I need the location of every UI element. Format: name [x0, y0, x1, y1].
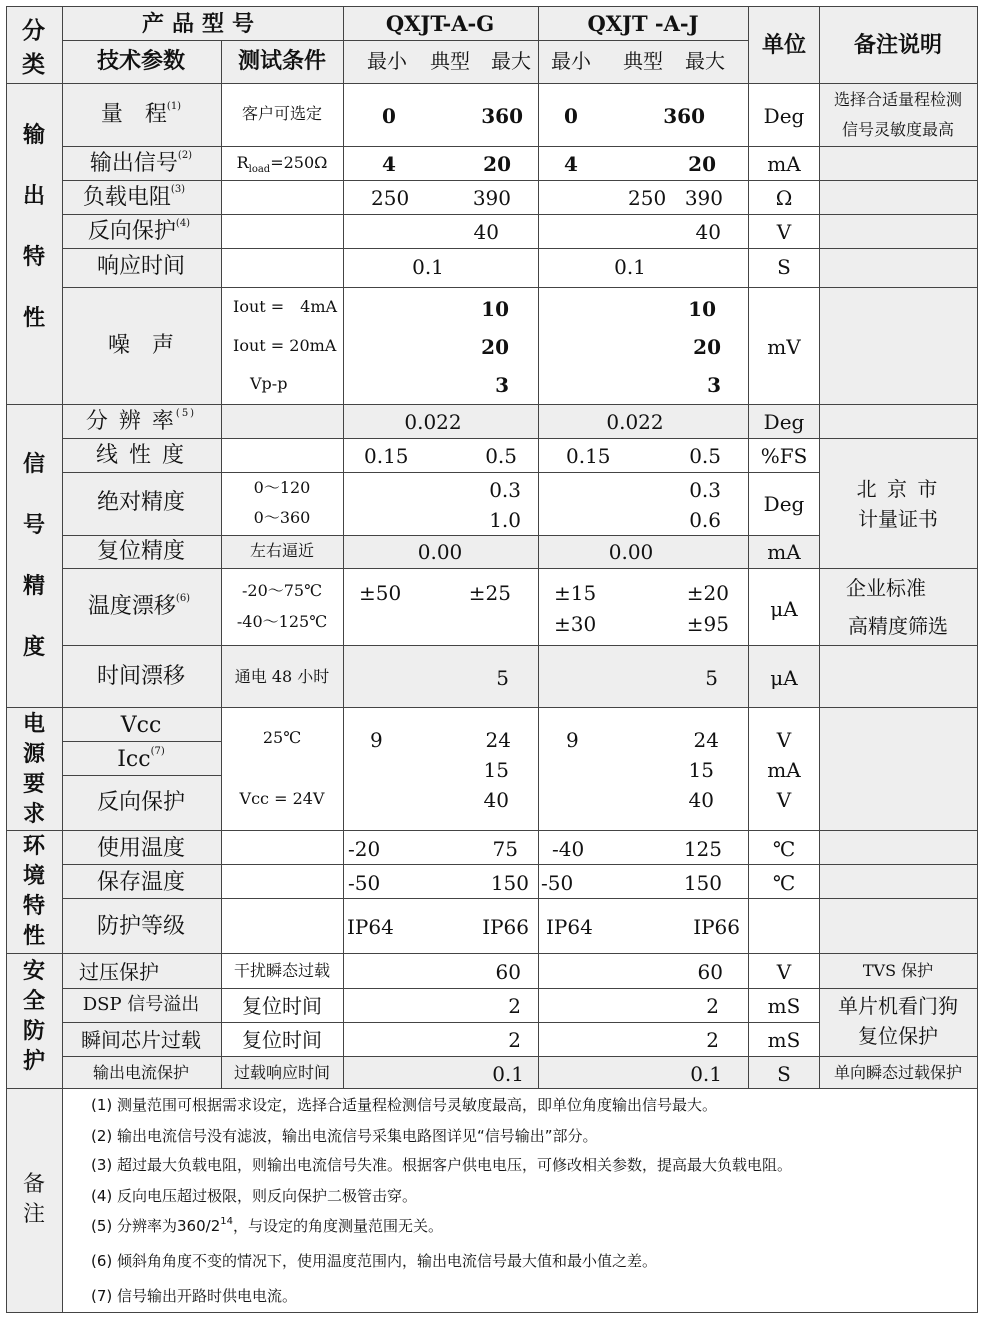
grid-line: [62, 287, 978, 288]
range-g-min: 0: [382, 104, 396, 128]
load-g-max: 390: [472, 186, 511, 210]
header-category-text: 分类: [22, 17, 53, 78]
env-storage-j-min: -50: [541, 871, 574, 895]
range-remark-1: 选择合适量程检测: [833, 90, 963, 109]
safety-dsp-unit: mS: [767, 994, 801, 1018]
absolute-name: 绝对精度: [96, 490, 186, 515]
noise-g-1: 10: [481, 297, 509, 321]
power-g-min: 9: [370, 728, 383, 752]
linearity-g-max: 0.5: [485, 444, 517, 468]
temp-drift-remark-1: 企业标准: [846, 576, 926, 600]
env-storage-name: 保存温度: [96, 870, 186, 895]
grid-line: [6, 830, 978, 831]
safety-current-j: 0.1: [690, 1062, 722, 1086]
grid-line: [977, 6, 978, 1313]
signal-g-min: 4: [382, 152, 396, 176]
response-g: 0.1: [412, 255, 444, 279]
note-4: (4) 反向电压超过极限，则反向保护二极管击穿。: [91, 1187, 418, 1205]
range-remark-2: 信号灵敏度最高: [841, 120, 955, 139]
safety-dsp-j: 2: [706, 994, 719, 1018]
grid-line: [62, 775, 221, 776]
temp-drift-name: 温度漂移$^{(6)}$: [87, 593, 191, 619]
noise-unit: mV: [767, 335, 801, 359]
header-unit: 单位: [761, 32, 807, 58]
reset-j: 0.00: [608, 540, 654, 564]
absolute-j-1: 0.3: [689, 478, 721, 502]
note-5: (5) 分辨率为$360/2^{14}$，与设定的角度测量范围无关。: [91, 1216, 443, 1235]
safety-dsp-g: 2: [508, 994, 521, 1018]
grid-line: [819, 6, 820, 1089]
grid-line: [62, 898, 978, 899]
safety-current-name: 输出电流保护: [92, 1063, 190, 1082]
temp-drift-g-1: ±50: [359, 581, 402, 605]
reverse-name: 反向保护$^{(4)}$: [87, 218, 191, 244]
noise-j-2: 20: [693, 335, 721, 359]
safety-watchdog-2: 复位保护: [858, 1024, 938, 1048]
grid-line: [62, 988, 978, 989]
grid-line: [62, 248, 978, 249]
range-j-max: 360: [663, 104, 705, 128]
header-j-max: 最大: [685, 49, 725, 73]
response-name: 响应时间: [96, 254, 186, 279]
temp-drift-j-1: ±15: [554, 581, 597, 605]
grid-line: [62, 864, 978, 865]
resolution-unit: Deg: [763, 410, 805, 434]
env-storage-j-max: 150: [683, 871, 722, 895]
power-unit-3: V: [776, 788, 792, 812]
grid-line: [62, 472, 819, 473]
safety-chip-unit: mS: [767, 1028, 801, 1052]
signal-j-min: 4: [564, 152, 578, 176]
grid-line: [6, 1312, 978, 1313]
note-1: (1) 测量范围可根据需求设定，选择合适量程检测信号灵敏度最高，即单位角度输出信号最大。: [91, 1096, 718, 1114]
cert-remark-1: 北 京 市: [856, 477, 940, 501]
reverse-g-max: 40: [473, 220, 499, 244]
grid-line: [62, 1022, 819, 1023]
note-7: (7) 信号输出开路时供电电流。: [91, 1287, 298, 1305]
grid-line: [62, 146, 978, 147]
safety-dsp-cond: 复位时间: [242, 994, 322, 1018]
power-g-max-2: 15: [483, 758, 509, 782]
power-unit-1: V: [776, 728, 792, 752]
env-use-unit: ℃: [772, 837, 796, 861]
header-g-typical: 典型: [430, 49, 470, 73]
resolution-j: 0.022: [606, 410, 664, 434]
env-ip-g-min: IP64: [347, 915, 394, 939]
time-drift-g: 5: [496, 666, 509, 690]
resolution-row-shade: [221, 404, 819, 438]
grid-line: [62, 180, 978, 181]
temp-drift-j-2: ±20: [686, 581, 729, 605]
grid-line: [6, 953, 978, 954]
safety-overvoltage-unit: V: [776, 960, 792, 984]
grid-line: [62, 568, 978, 569]
time-drift-unit: μA: [770, 666, 798, 690]
header-remarks: 备注说明: [853, 32, 943, 58]
noise-name: 噪 声: [107, 333, 175, 358]
noise-j-1: 10: [688, 297, 716, 321]
absolute-cond-2: 0～360: [253, 508, 311, 527]
env-use-j-min: -40: [552, 837, 585, 861]
safety-chip-j: 2: [706, 1028, 719, 1052]
grid-line: [6, 6, 978, 7]
temp-drift-j-3: ±30: [554, 612, 597, 636]
range-cond: 客户可选定: [241, 104, 323, 123]
section-precision: 信 号 精 度: [22, 451, 45, 660]
safety-current-cond: 过载响应时间: [233, 1063, 331, 1082]
env-use-g-min: -20: [348, 837, 381, 861]
header-j-typical: 典型: [623, 49, 663, 73]
grid-line: [343, 6, 344, 1089]
grid-line: [62, 40, 748, 41]
section-env: 环 境 特 性: [22, 833, 45, 949]
section-output: 输 出 特 性: [22, 122, 45, 331]
grid-line: [6, 1088, 978, 1089]
noise-g-3: 3: [495, 373, 509, 397]
safety-current-remark: 单向瞬态过载保护: [833, 1063, 963, 1082]
safety-watchdog-1: 单片机看门狗: [838, 994, 958, 1018]
env-storage-g-max: 150: [490, 871, 529, 895]
header-product-model: 产品型号: [141, 11, 263, 37]
noise-cond-2: Iout = 20mA: [233, 336, 337, 355]
safety-chip-cond: 复位时间: [242, 1028, 322, 1052]
load-j-max: 390: [684, 186, 723, 210]
response-j: 0.1: [614, 255, 646, 279]
temp-drift-cond-2: -40～125℃: [236, 612, 328, 631]
env-ip-g-max: IP66: [482, 915, 529, 939]
linearity-unit: %FS: [760, 444, 808, 468]
grid-line: [62, 645, 978, 646]
grid-line: [62, 1056, 978, 1057]
reset-g: 0.00: [417, 540, 463, 564]
load-j-typ: 250: [628, 186, 667, 210]
power-reverse: 反向保护: [96, 790, 186, 815]
absolute-g-2: 1.0: [489, 508, 521, 532]
reset-name: 复位精度: [96, 539, 186, 564]
grid-line: [62, 438, 978, 439]
grid-line: [748, 6, 749, 1089]
signal-unit: mA: [767, 152, 801, 176]
grid-line: [62, 741, 221, 742]
env-ip-j-max: IP66: [693, 915, 740, 939]
header-tech-params: 技术参数: [96, 48, 186, 74]
temp-drift-g-2: ±25: [468, 581, 511, 605]
power-unit-2: mA: [767, 758, 801, 782]
reset-unit: mA: [767, 540, 801, 564]
power-icc: Icc$^{(7)}$: [117, 746, 165, 772]
linearity-g-min: 0.15: [364, 444, 409, 468]
env-storage-g-min: -50: [348, 871, 381, 895]
noise-g-2: 20: [481, 335, 509, 359]
resolution-name: 分 辨 率$^{(5)}$: [85, 408, 197, 434]
note-3: (3) 超过最大负载电阻，则输出电流信号失准。根据客户供电电压，可修改相关参数，提高最大负载电阻。: [91, 1156, 793, 1174]
range-name: 量 程$^{(1)}$: [100, 101, 182, 127]
absolute-cond-1: 0～120: [253, 478, 311, 497]
header-g-max: 最大: [491, 49, 531, 73]
temp-drift-unit: μA: [770, 597, 798, 621]
reverse-j-max: 40: [695, 220, 721, 244]
safety-overvoltage-g: 60: [495, 960, 521, 984]
safety-chip-name: 瞬间芯片过载: [81, 1028, 201, 1052]
env-ip-name: 防护等级: [96, 914, 186, 939]
note-2: (2) 输出电流信号没有滤波，输出电流信号采集电路图详见“信号输出”部分。: [91, 1127, 598, 1145]
section-notes: 备 注: [22, 1172, 45, 1227]
load-name: 负载电阻$^{(3)}$: [82, 184, 186, 210]
range-unit: Deg: [763, 104, 805, 128]
range-g-max: 360: [481, 104, 523, 128]
time-drift-j: 5: [705, 666, 718, 690]
reverse-unit: V: [776, 220, 792, 244]
note-6: (6) 倾斜角角度不变的情况下，使用温度范围内，输出电流信号最大值和最小值之差。: [91, 1252, 658, 1270]
linearity-j-min: 0.15: [566, 444, 611, 468]
power-g-max-3: 40: [483, 788, 509, 812]
grid-line: [62, 6, 63, 1313]
safety-current-unit: S: [777, 1062, 791, 1086]
power-g-max-1: 24: [485, 728, 511, 752]
safety-dsp-name: DSP 信号溢出: [82, 994, 200, 1015]
grid-line: [538, 6, 539, 1089]
env-use-name: 使用温度: [96, 836, 186, 861]
header-test-conditions: 测试条件: [237, 48, 327, 74]
header-model-j: QXJT -A-J: [587, 11, 699, 36]
safety-chip-g: 2: [508, 1028, 521, 1052]
load-g-min: 250: [371, 186, 410, 210]
absolute-unit: Deg: [763, 492, 805, 516]
load-unit: Ω: [775, 186, 793, 210]
env-use-j-max: 125: [683, 837, 722, 861]
safety-overvoltage-j: 60: [697, 960, 723, 984]
grid-line: [6, 6, 7, 1313]
signal-cond: $R_{load}=250\Omega$: [236, 153, 328, 176]
grid-line: [62, 535, 819, 536]
power-j-max-2: 15: [688, 758, 714, 782]
env-ip-j-min: IP64: [546, 915, 593, 939]
env-use-g-max: 75: [492, 837, 518, 861]
grid-line: [221, 40, 222, 1089]
signal-name: 输出信号$^{(2)}$: [89, 150, 193, 176]
safety-overvoltage-cond: 干扰瞬态过载: [233, 961, 331, 980]
section-safety: 安 全 防 护: [22, 958, 45, 1074]
safety-overvoltage-remark: TVS 保护: [862, 961, 934, 980]
power-j-min: 9: [566, 728, 579, 752]
power-vcc: Vcc: [120, 713, 162, 738]
section-power: 电 源 要 求: [22, 711, 45, 827]
power-j-max-3: 40: [688, 788, 714, 812]
grid-line: [6, 707, 978, 708]
linearity-j-max: 0.5: [689, 444, 721, 468]
grid-line: [62, 214, 978, 215]
header-category: [12, 14, 56, 82]
noise-cond-3: Vp-p: [250, 374, 288, 393]
resolution-g: 0.022: [404, 410, 462, 434]
env-storage-unit: ℃: [772, 871, 796, 895]
signal-j-max: 20: [688, 152, 716, 176]
temp-drift-cond-1: -20～75℃: [241, 581, 323, 600]
header-j-min: 最小: [551, 49, 591, 73]
range-j-min: 0: [564, 104, 578, 128]
noise-j-3: 3: [707, 373, 721, 397]
grid-line: [6, 404, 978, 405]
temp-drift-remark-2: 高精度筛选: [848, 614, 948, 638]
noise-cond-1: Iout = 4mA: [233, 297, 338, 316]
reset-cond: 左右逼近: [249, 541, 315, 560]
signal-g-max: 20: [483, 152, 511, 176]
absolute-g-1: 0.3: [489, 478, 521, 502]
time-drift-name: 时间漂移: [96, 664, 186, 689]
power-j-max-1: 24: [693, 728, 719, 752]
grid-line: [6, 83, 978, 84]
absolute-j-2: 0.6: [689, 508, 721, 532]
linearity-name: 线 性 度: [96, 443, 186, 468]
header-g-min: 最小: [367, 49, 407, 73]
power-cond-1: 25℃: [262, 728, 302, 747]
safety-current-g: 0.1: [492, 1062, 524, 1086]
power-cond-2: Vcc = 24V: [239, 789, 325, 808]
temp-drift-j-4: ±95: [686, 612, 729, 636]
time-drift-cond: 通电 48 小时: [234, 667, 330, 686]
cert-remark-2: 计量证书: [858, 507, 938, 531]
header-model-g: QXJT-A-G: [385, 11, 495, 36]
response-unit: S: [777, 255, 791, 279]
safety-overvoltage-name: 过压保护: [79, 960, 159, 984]
